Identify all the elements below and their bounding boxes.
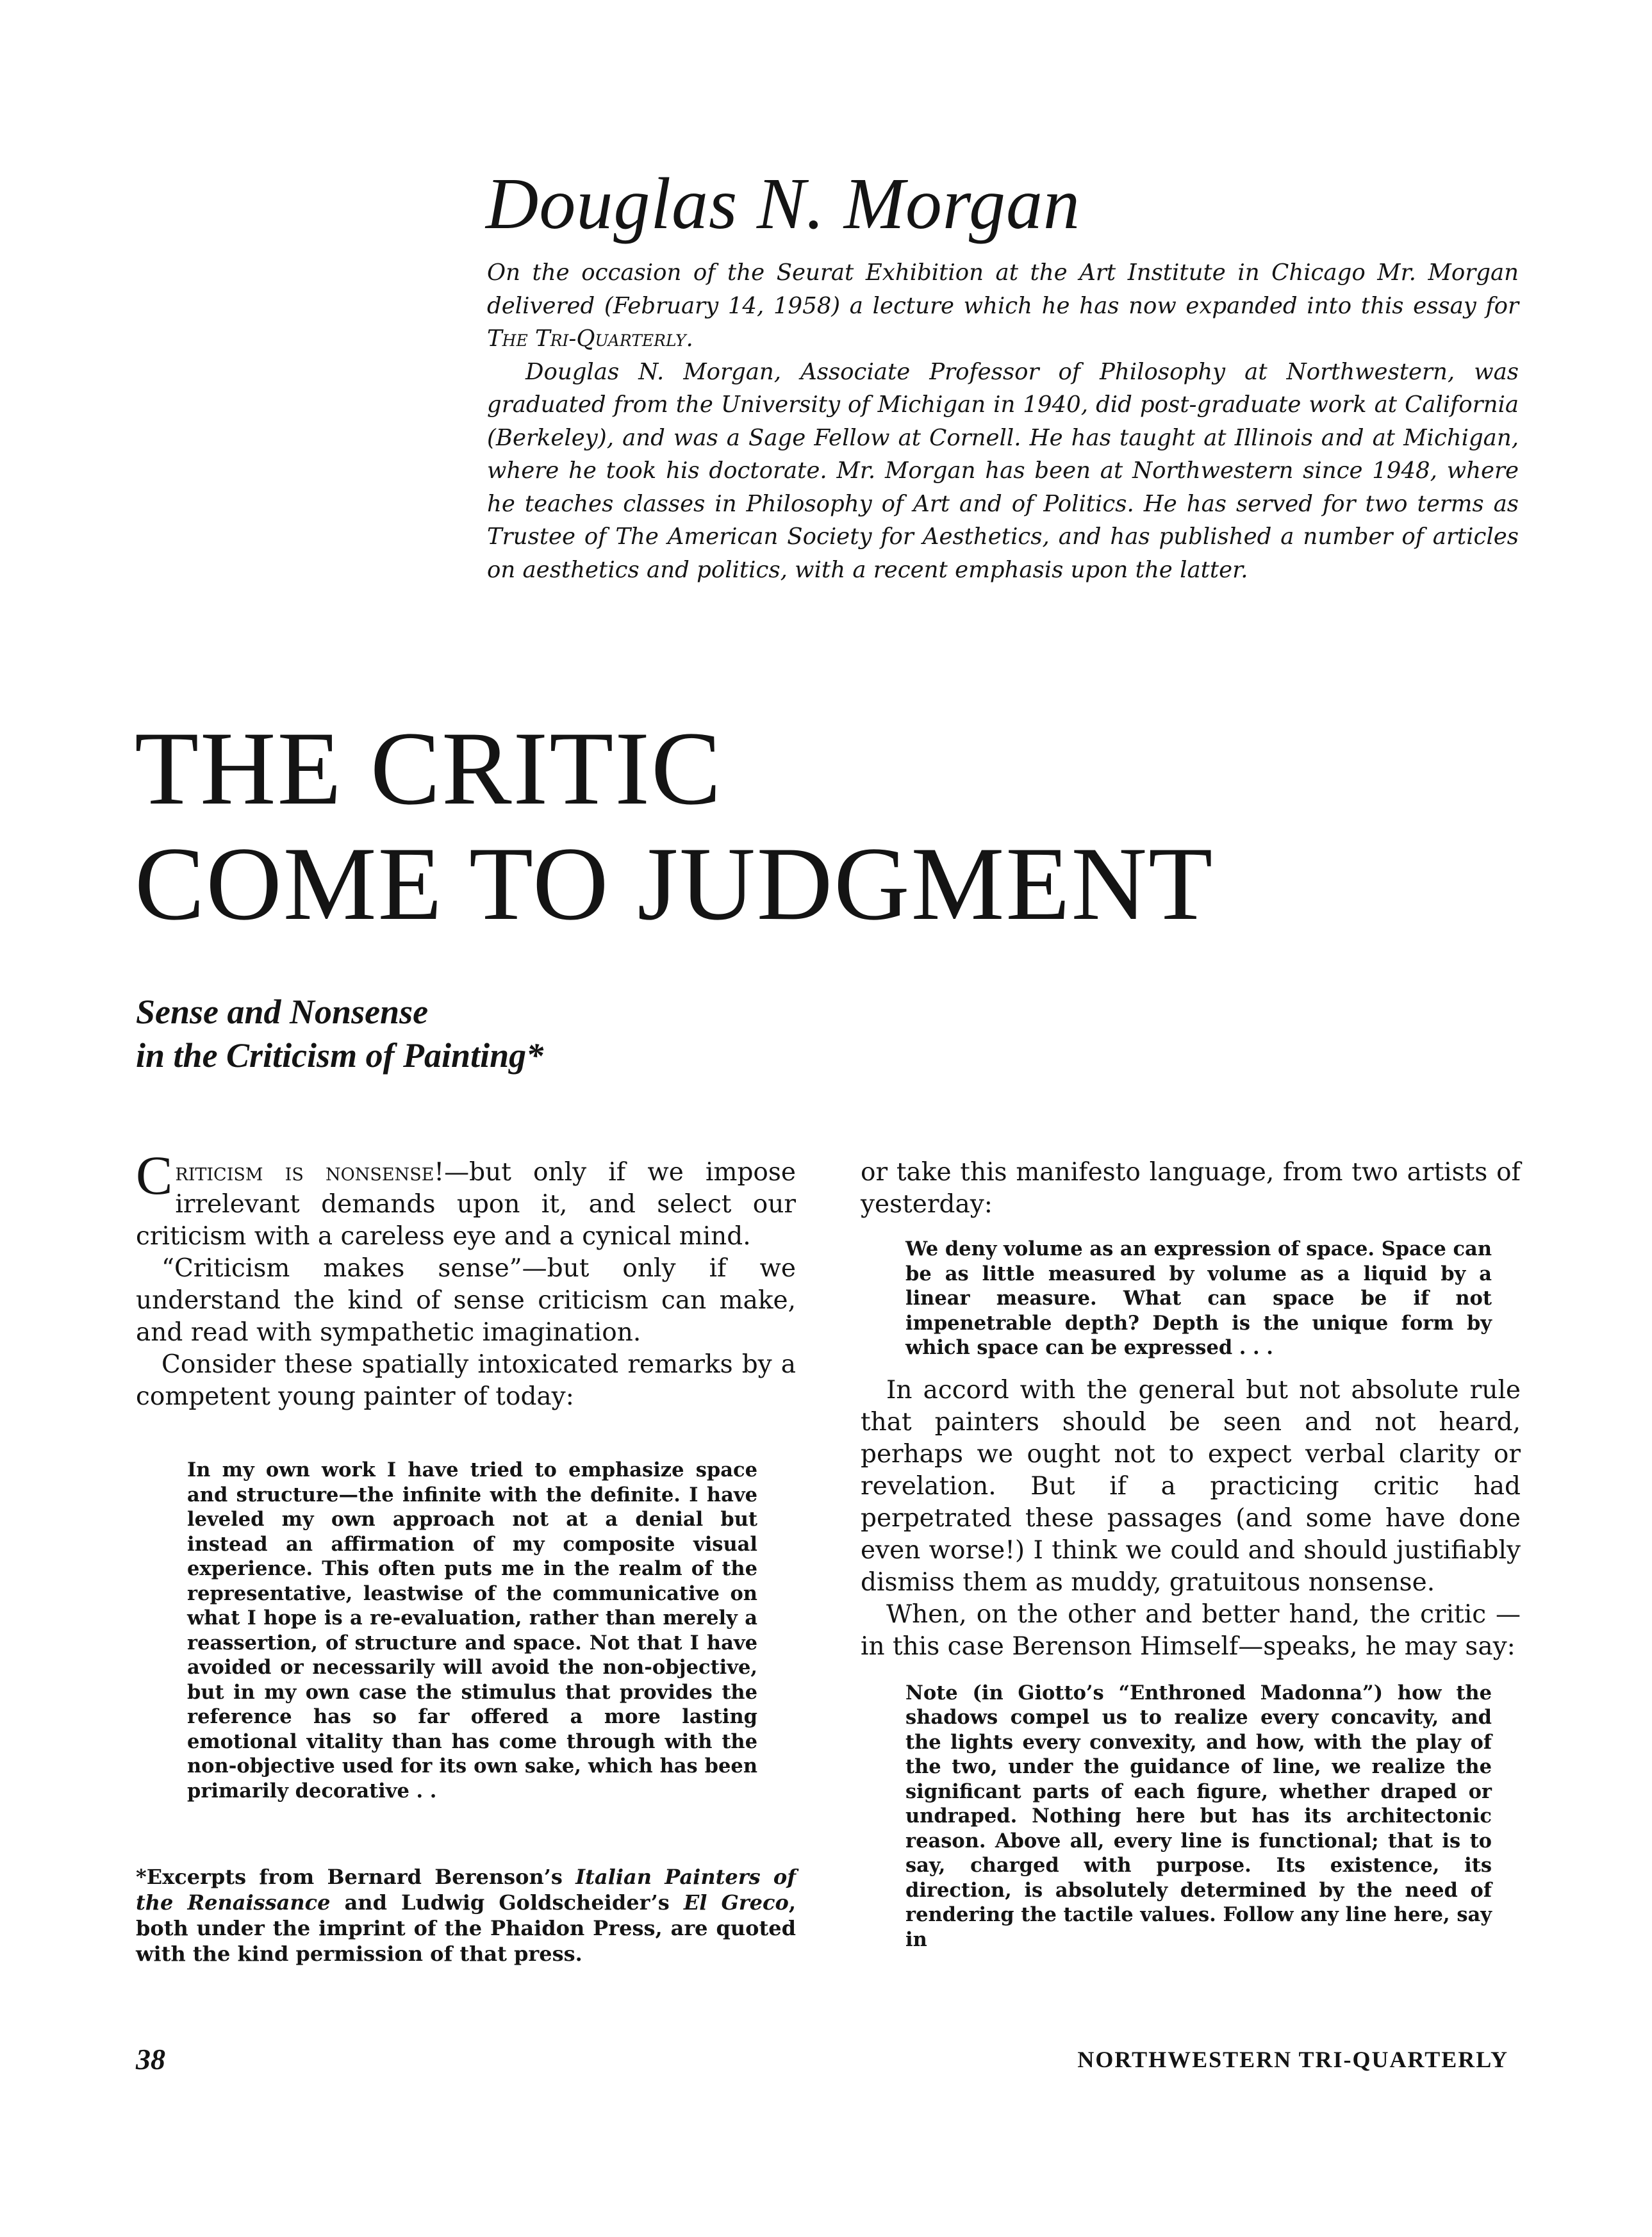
subtitle-line-2: in the Criticism of Painting* bbox=[136, 1036, 544, 1075]
opening-paragraph bbox=[136, 1144, 797, 1253]
footnote-book-title-2: El Greco bbox=[683, 1890, 789, 1915]
paragraph-painters-seen-not-heard: In accord with the general but not absolute rule that painters should be seen and not heard, perhaps we ought not to expect verbal clarity or revelation. But if a practicing critic had perpetrated these passages (and some have done even worse!) I think we could and should justifiably dismiss them as muddy, gratuitous nonsense. bbox=[861, 1375, 1521, 1597]
page-number: 38 bbox=[136, 2043, 165, 2076]
article-subtitle bbox=[136, 990, 543, 1077]
right-column bbox=[861, 1157, 1521, 1952]
block-quote-manifesto: We deny volume as an expression of space. Space can be as little measured by volume as a liquid by a linear measure. What can space be if not impenetrable depth? Depth is the unique form by which space can be expressed . . . bbox=[905, 1237, 1492, 1359]
footnote-book-title-1: Italian Painters of the Renaissance bbox=[136, 1865, 796, 1915]
footnote-text-3: , both under the imprint of the Phaidon Press, are quoted with the kind permission of that press. bbox=[136, 1890, 797, 1966]
opening-smallcaps: riticism is nonsense! bbox=[175, 1158, 445, 1187]
left-column bbox=[136, 1144, 797, 1967]
footnote bbox=[136, 1864, 796, 1967]
paragraph-consider: Consider these spatially intoxicated remarks by a competent young painter of today: bbox=[136, 1350, 796, 1411]
running-footer-journal: NORTHWESTERN TRI-QUARTERLY bbox=[1077, 2047, 1508, 2072]
subtitle-line-1: Sense and Nonsense bbox=[136, 993, 429, 1031]
journal-name-smallcaps: The Tri-Quarterly bbox=[487, 326, 686, 352]
paragraph-berenson-intro: When, on the other and better hand, the critic —in this case Berenson Himself—speaks, he may say: bbox=[861, 1599, 1521, 1661]
author-bio bbox=[487, 256, 1519, 586]
block-quote-young-painter: In my own work I have tried to emphasize space and structure—the infinite with the definite. I have leveled my own approach not at a denial but instead an affirmation of my composite visual experience. This often puts me in the realm of the representative, leastwise of the communicative on what I hope is a re-evaluation, rather than merely a reassertion, of structure and space. Not that I have avoided or necessarily will avoid the non-objective, but in my own case the stimulus that provides the reference has so far offered a more lasting emotional vitality than has come through with the non-objective used for its own sake, which has been primarily decorative . . bbox=[187, 1458, 757, 1803]
bio-paragraph-occasion bbox=[487, 256, 1519, 356]
bio-paragraph-career: Douglas N. Morgan, Associate Professor of Philosophy at Northwestern, was graduated from the University of Michigan in 1940, did post-graduate work at California (Berkeley), and was a Sage Fellow at Cornell. He has taught at Illinois and at Michigan, where he took his doctorate. Mr. Morgan has been at Northwestern since 1948, where he teaches classes in Philosophy of Art and of Politics. He has served for two terms as Trustee of The American Society for Aesthetics, and has published a number of articles on aesthetics and politics, with a recent emphasis upon the latter. bbox=[487, 358, 1519, 583]
bio-occasion-end: . bbox=[686, 326, 693, 352]
bio-occasion-text: On the occasion of the Seurat Exhibition at the Art Institute in Chicago Mr. Morgan delivered (February 14, 1958) a lecture which he has now expanded into this essay for bbox=[487, 260, 1519, 319]
footnote-text-2: and Ludwig Goldscheider’s bbox=[330, 1890, 684, 1915]
paragraph-manifesto-intro: or take this manifesto language, from two artists of yesterday: bbox=[861, 1158, 1521, 1219]
drop-cap: C bbox=[136, 1144, 173, 1206]
opening-rest: —but only if we impose irrelevant demands upon it, and select our criticism with a careless eye and a cynical mind. bbox=[136, 1158, 797, 1251]
title-line-1: THE CRITIC bbox=[135, 711, 723, 827]
article-title bbox=[135, 711, 1214, 942]
block-quote-berenson: Note (in Giotto’s “Enthroned Madonna”) how the shadows compel us to realize every concavity, and the lights every convexity, and how, with the play of the two, under the guidance of line, we realize the significant parts of each figure, whether draped or undraped. Nothing here but has its architectonic reason. Above all, every line is functional; that is to say, charged with purpose. Its existence, its direction, is absolutely determined by the need of rendering the tactile values. Follow any line here, say in bbox=[905, 1681, 1492, 1951]
author-name: Douglas N. Morgan bbox=[486, 163, 1080, 244]
title-line-2: COME TO JUDGMENT bbox=[135, 826, 1214, 942]
footnote-text-1: *Excerpts from Bernard Berenson’s bbox=[136, 1865, 576, 1889]
paragraph-criticism-makes-sense: “Criticism makes sense”—but only if we understand the kind of sense criticism can make, and read with sympathetic imagination. bbox=[136, 1254, 796, 1347]
